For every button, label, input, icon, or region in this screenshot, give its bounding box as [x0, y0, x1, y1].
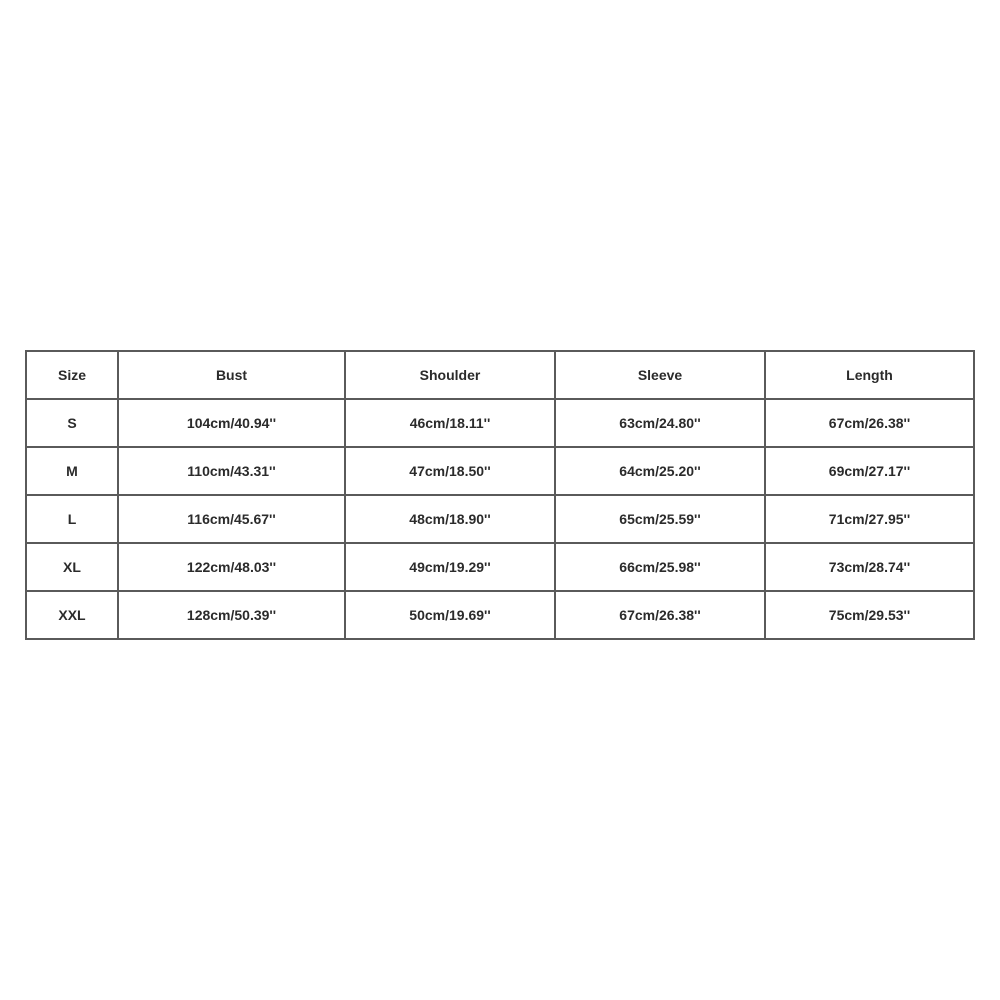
cell-length: 73cm/28.74'': [765, 543, 974, 591]
cell-sleeve: 67cm/26.38'': [555, 591, 765, 639]
cell-length: 71cm/27.95'': [765, 495, 974, 543]
header-sleeve: Sleeve: [555, 351, 765, 399]
header-length: Length: [765, 351, 974, 399]
cell-shoulder: 47cm/18.50'': [345, 447, 555, 495]
cell-shoulder: 46cm/18.11'': [345, 399, 555, 447]
cell-shoulder: 48cm/18.90'': [345, 495, 555, 543]
cell-shoulder: 50cm/19.69'': [345, 591, 555, 639]
cell-sleeve: 64cm/25.20'': [555, 447, 765, 495]
cell-bust: 128cm/50.39'': [118, 591, 345, 639]
cell-bust: 122cm/48.03'': [118, 543, 345, 591]
header-shoulder: Shoulder: [345, 351, 555, 399]
cell-shoulder: 49cm/19.29'': [345, 543, 555, 591]
table-row: [26, 543, 974, 591]
cell-bust: 116cm/45.67'': [118, 495, 345, 543]
cell-length: 67cm/26.38'': [765, 399, 974, 447]
table-row: [26, 399, 974, 447]
table-header-row: [26, 351, 974, 399]
cell-size: M: [26, 447, 118, 495]
cell-sleeve: 66cm/25.98'': [555, 543, 765, 591]
cell-size: XXL: [26, 591, 118, 639]
cell-size: XL: [26, 543, 118, 591]
cell-size: S: [26, 399, 118, 447]
table-row: [26, 447, 974, 495]
cell-bust: 104cm/40.94'': [118, 399, 345, 447]
cell-bust: 110cm/43.31'': [118, 447, 345, 495]
cell-length: 75cm/29.53'': [765, 591, 974, 639]
size-chart-table: [25, 350, 975, 640]
cell-sleeve: 65cm/25.59'': [555, 495, 765, 543]
cell-length: 69cm/27.17'': [765, 447, 974, 495]
cell-sleeve: 63cm/24.80'': [555, 399, 765, 447]
header-bust: Bust: [118, 351, 345, 399]
cell-size: L: [26, 495, 118, 543]
header-size: Size: [26, 351, 118, 399]
table-row: [26, 591, 974, 639]
table-row: [26, 495, 974, 543]
